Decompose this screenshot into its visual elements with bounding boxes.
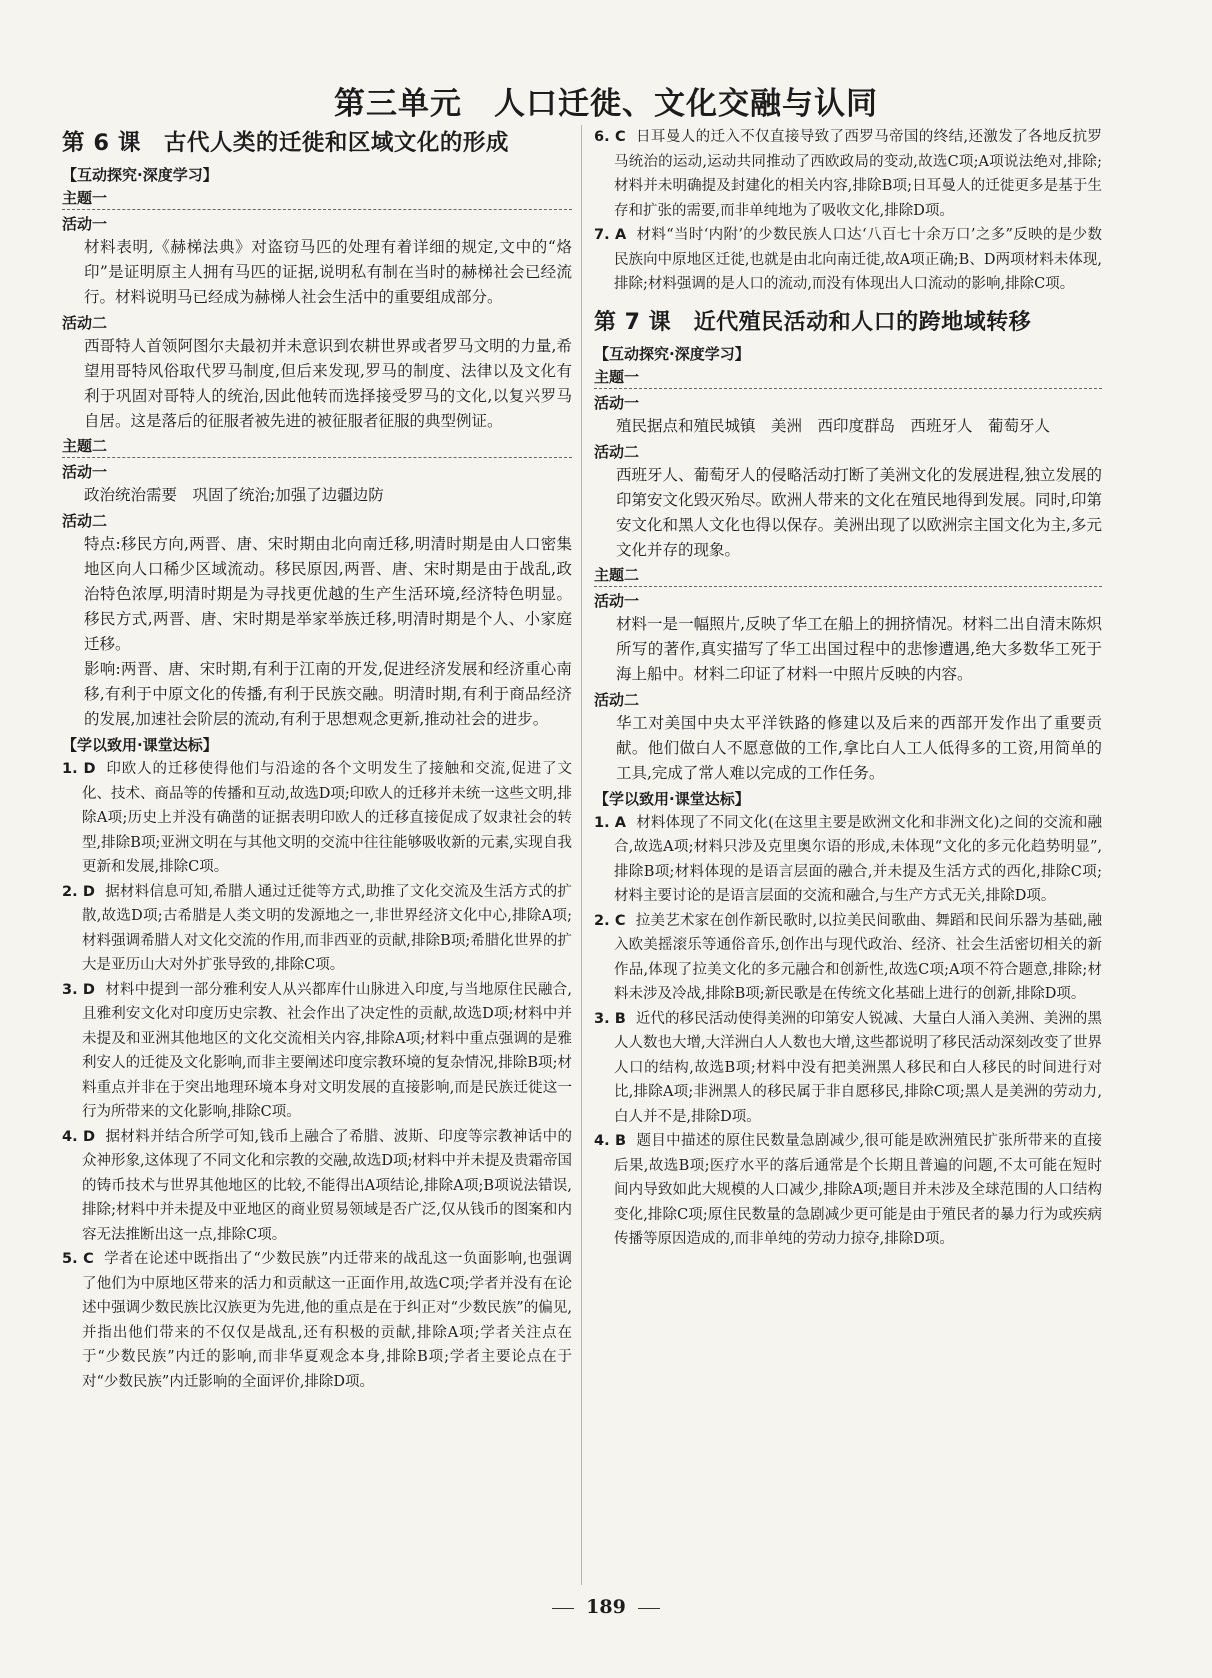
answer-text: 据材料并结合所学可知,钱币上融合了希腊、波斯、印度等宗教神话中的众神形象,这体现了不同文化和宗教的交融,故选D项;材料中并未提及贵霜帝国的铸币技术与世界其他地区的比较,不能得出A项结论,排除A项;B项说法错误,排除;材料中并未提及中亚地区的商业贸易领域是否广泛,仅从钱币的图案和内容无法推断出这一点,排除C项。 — [82, 1128, 573, 1243]
topic-heading: 主题二 — [594, 564, 1102, 587]
activity-text: 材料一是一幅照片,反映了华工在船上的拥挤情况。材料二出自清末陈炽所写的著作,真实描写了华工出国过程中的悲惨遭遇,绝大多数华工死于海上船中。材料二印证了材料一中照片反映的内容。 — [616, 614, 1102, 683]
page-number: 189 — [586, 1596, 626, 1618]
activity-heading: 活动一 — [594, 591, 640, 610]
answer-item — [594, 1007, 1102, 1130]
activity-text: 特点:移民方向,两晋、唐、宋时期由北向南迁移,明清时期是由人口密集地区向人口稀少区域流动。移民原因,两晋、唐、宋时期是由于战乱,政治特色浓厚,明清时期是为寻找更优越的生产生活环境,经济特色明显。移民方式,两晋、唐、宋时期是举家举族迁移,明清时期是个人、小家庭迁移。 — [84, 535, 572, 653]
lesson-6-title: 第 6 课 古代人类的迁徙和区域文化的形成 — [62, 130, 509, 156]
answer-number: 1. A — [594, 814, 627, 831]
activity-heading: 活动二 — [594, 442, 640, 461]
answer-item — [62, 757, 572, 880]
lesson-7-title: 第 7 课 近代殖民活动和人口的跨地域转移 — [594, 309, 1032, 335]
topic-heading: 主题一 — [62, 187, 572, 210]
answer-text: 材料中提到一部分雅利安人从兴都库什山脉进入印度,与当地原住民融合,且雅利安文化对印度历史宗教、社会作出了决定性的贡献,故选D项;材料中并未提及和亚洲其他地区的文化交流相关内容,排除A项;材料中重点强调的是雅利安人的迁徙及文化影响,而非主要阐述印度宗教环境的复杂情况,排除B项;材料重点并非在于突出地理环境本身对文明发展的直接影响,而是民族迁徙这一行为所带来的文化影响,排除C项。 — [82, 981, 572, 1120]
answer-item — [594, 909, 1102, 1007]
answer-number: 3. B — [594, 1010, 626, 1027]
answer-item — [62, 880, 572, 978]
answer-number: 7. A — [594, 227, 627, 243]
answer-number: 5. C — [62, 1251, 94, 1267]
answer-number: 1. D — [62, 761, 96, 777]
activity-text: 殖民据点和殖民城镇 美洲 西印度群岛 西班牙人 葡萄牙人 — [616, 416, 1051, 435]
left-column — [62, 125, 572, 1394]
column-divider — [581, 125, 582, 1585]
answer-text: 据材料信息可知,希腊人通过迁徙等方式,助推了文化交流及生活方式的扩散,故选D项;古希腊是人类文明的发源地之一,非世界经济文化中心,排除A项;材料强调希腊人对文化交流的作用,而非西亚的贡献,排除B项;希腊化世界的扩大是亚历山大对外扩张导致的,排除C项。 — [82, 883, 572, 973]
footer-dash — [552, 1608, 574, 1609]
activity-heading: 活动二 — [594, 690, 640, 709]
activity-text: 影响:两晋、唐、宋时期,有利于江南的开发,促进经济发展和经济重心南移,有利于中原文化的传播,有利于民族交融。明清时期,有利于商品经济的发展,加速社会阶层的流动,有利于思想观念更新,推动社会的进步。 — [84, 660, 572, 728]
page-footer — [0, 1596, 1212, 1618]
answer-item — [594, 1129, 1102, 1252]
answer-item — [62, 978, 572, 1125]
answer-number: 2. D — [62, 883, 95, 900]
topic-heading: 主题二 — [62, 435, 572, 458]
answer-item — [62, 1125, 572, 1248]
section-heading: 【互动探究·深度学习】 — [594, 344, 750, 363]
answer-text: 拉美艺术家在创作新民歌时,以拉美民间歌曲、舞蹈和民间乐器为基础,融入欧美摇滚乐等通俗音乐,创作出与现代政治、经济、社会生活密切相关的新作品,体现了拉美文化的多元融合和创新性,故选C项;A项不符合题意,排除;材料未涉及冷战,排除B项;新民歌是在传统文化基础上进行的创新,排除D项。 — [614, 912, 1102, 1002]
answer-number: 4. D — [62, 1128, 96, 1145]
section-heading: 【学以致用·课堂达标】 — [594, 789, 750, 808]
answer-number: 6. C — [594, 129, 626, 145]
activity-heading: 活动二 — [62, 512, 108, 530]
answer-item — [594, 811, 1102, 909]
answer-item — [62, 1247, 572, 1394]
activity-text: 西班牙人、葡萄牙人的侵略活动打断了美洲文化的发展进程,独立发展的印第安文化毁灭殆尽。欧洲人带来的文化在殖民地得到发展。同时,印第安文化和黑人文化也得以保存。美洲出现了以欧洲宗主国文化为主,多元文化并存的现象。 — [616, 465, 1102, 559]
activity-heading: 活动二 — [62, 314, 108, 332]
answer-number: 3. D — [62, 981, 95, 998]
section-heading: 【学以致用·课堂达标】 — [62, 736, 218, 754]
answer-number: 4. B — [594, 1133, 627, 1149]
activity-text: 材料表明,《赫梯法典》对盗窃马匹的处理有着详细的规定,文中的“烙印”是证明原主人拥有马匹的证据,说明私有制在当时的赫梯社会已经流行。材料说明马已经成为赫梯人社会生活中的重要组成部分。 — [84, 238, 572, 306]
answer-item — [594, 125, 1102, 223]
activity-text: 西哥特人首领阿图尔夫最初并未意识到农耕世界或者罗马文明的力量,希望用哥特风俗取代罗马制度,但后来发现,罗马的制度、法律以及文化有利于巩固对哥特人的统治,因此他转而选择接受罗马的文化,以复兴罗马自居。这是落后的征服者被先进的被征服者征服的典型例证。 — [84, 337, 572, 430]
answer-item — [594, 223, 1102, 297]
topic-heading: 主题一 — [594, 366, 1102, 389]
answer-number: 2. C — [594, 912, 626, 929]
unit-title: 第三单元 人口迁徙、文化交融与认同 — [334, 86, 878, 122]
activity-heading: 活动一 — [62, 215, 108, 233]
right-column — [594, 125, 1102, 1252]
answer-text: 材料体现了不同文化(在这里主要是欧洲文化和非洲文化)之间的交流和融合,故选A项;材料只涉及克里奥尔语的形成,未体现“文化的多元化趋势明显”,排除B项;材料体现的是语言层面的融合,并未提及生活方式的西化,排除C项;材料主要讨论的是语言层面的交流和融合,与生产方式无关,排除D项。 — [614, 814, 1102, 904]
activity-text: 政治统治需要 巩固了统治;加强了边疆边防 — [84, 486, 384, 504]
section-heading: 【互动探究·深度学习】 — [62, 166, 218, 184]
answer-text: 学者在论述中既指出了“少数民族”内迁带来的战乱这一负面影响,也强调了他们为中原地区带来的活力和贡献这一正面作用,故选C项;学者并没有在论述中强调少数民族比汉族更为先进,他的重点是在于纠正对“少数民族”的偏见,并指出他们带来的不仅仅是战乱,还有积极的贡献,排除A项;学者关注点在于“少数民族”内迁的影响,而非华夏观念本身,排除B项;学者主要论点在于对“少数民族”内迁影响的全面评价,排除D项。 — [82, 1251, 572, 1390]
activity-text: 华工对美国中央太平洋铁路的修建以及后来的西部开发作出了重要贡献。他们做白人不愿意做的工作,拿比白人工人低得多的工资,用简单的工具,完成了常人难以完成的工作任务。 — [616, 713, 1102, 782]
footer-dash — [638, 1608, 660, 1609]
answer-text: 近代的移民活动使得美洲的印第安人锐减、大量白人涌入美洲、美洲的黑人人数也大增,大洋洲白人人数也大增,这些都说明了移民活动深刻改变了世界人口的结构,故选B项;材料中没有把美洲黑人移民和白人移民的时间进行对比,排除A项;非洲黑人的移民属于非自愿移民,排除C项;黑人是美洲的劳动力,白人并不是,排除D项。 — [614, 1010, 1103, 1125]
answer-text: 日耳曼人的迁入不仅直接导致了西罗马帝国的终结,还激发了各地反抗罗马统治的运动,运动共同推动了西欧政局的变动,故选C项;A项说法绝对,排除;材料并未明确提及封建化的相关内容,排除B项;日耳曼人的迁徙更多是基于生存和扩张的需要,而非单纯地为了吸收文化,排除D项。 — [614, 129, 1102, 219]
activity-heading: 活动一 — [594, 393, 640, 412]
activity-heading: 活动一 — [62, 463, 108, 481]
answer-text: 题目中描述的原住民数量急剧减少,很可能是欧洲殖民扩张所带来的直接后果,故选B项;医疗水平的落后通常是个长期且普遍的问题,不太可能在短时间内导致如此大规模的人口减少,排除A项;题目并未涉及全球范围的人口结构变化,排除C项;原住民数量的急剧减少更可能是由于殖民者的暴力行为或疾病传播等原因造成的,而非单纯的劳动力掠夺,排除D项。 — [614, 1133, 1103, 1247]
answer-text: 印欧人的迁移使得他们与沿途的各个文明发生了接触和交流,促进了文化、技术、商品等的传播和互动,故选D项;印欧人的迁移并未统一这些文明,排除A项;历史上并没有确凿的证据表明印欧人的迁移直接促成了奴隶社会的转型,排除B项;亚洲文明在与其他文明的交流中往往能够吸收新的元素,实现自我更新和发展,排除C项。 — [82, 761, 573, 875]
answer-text: 材料“当时‘内附’的少数民族人口达‘八百七十余万口’之多”反映的是少数民族向中原地区迁徙,也就是由北向南迁徙,故A项正确;B、D两项材料未体现,排除;材料强调的是人口的流动,而没有体现出人口流动的影响,排除C项。 — [614, 227, 1102, 292]
